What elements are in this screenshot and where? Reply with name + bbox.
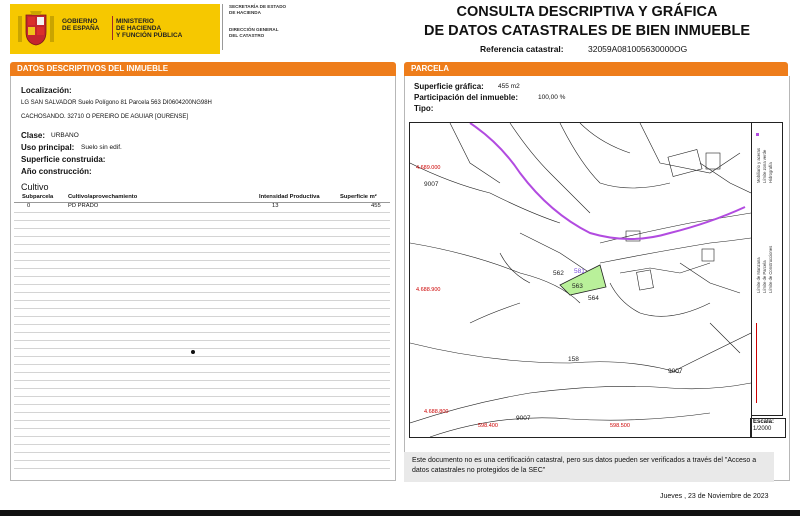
- empty-row-line: [14, 260, 390, 261]
- ministerio-label: MINISTERIO DE HACIENDA Y FUNCIÓN PÚBLICA: [116, 18, 183, 39]
- participacion-value: 100,00 %: [538, 94, 566, 101]
- map-parcel-9007c: 9007: [516, 415, 531, 422]
- empty-row-line: [14, 236, 390, 237]
- legend-manzana: Límite de Manzana: [756, 257, 761, 293]
- cultivo-table: [14, 194, 390, 211]
- empty-row-line: [14, 420, 390, 421]
- map-coord-1: 4.689.000: [416, 165, 441, 171]
- cell-superficie: 455: [371, 203, 381, 209]
- empty-row-line: [14, 300, 390, 301]
- empty-row-line: [14, 252, 390, 253]
- road-line: [470, 123, 745, 239]
- empty-row-line: [14, 332, 390, 333]
- empty-row-line: [14, 348, 390, 349]
- map-coord-5: 598.500: [610, 423, 630, 429]
- empty-row-line: [14, 244, 390, 245]
- anio-construccion-label: Año construcción:: [21, 167, 92, 176]
- map-coord-2: 4.688.900: [416, 287, 441, 293]
- col-intensidad: Intensidad Productiva: [259, 194, 320, 200]
- empty-row-line: [14, 372, 390, 373]
- bottom-bar: [0, 510, 800, 516]
- empty-row-line: [14, 388, 390, 389]
- disclaimer-note: Este documento no es una certificación catastral, pero sus datos pueden ser verificados a través del "Acceso a datos catastrales no protegidos de la SEC": [404, 452, 774, 482]
- map-coord-3: 4.688.800: [424, 409, 449, 415]
- empty-row-line: [14, 316, 390, 317]
- empty-row-line: [14, 364, 390, 365]
- clase-value: URBANO: [51, 132, 79, 139]
- localizacion-line2: CACHOSANDO. 32710 O PEREIRO DE AGUIAR [OURENSE]: [21, 114, 189, 120]
- map-parcel-581: 581: [574, 268, 585, 275]
- col-cultivo: Cultivo/aprovechamiento: [68, 194, 138, 200]
- empty-row-line: [14, 308, 390, 309]
- cultivo-header-row: [14, 194, 390, 203]
- uso-value: Suelo sin edif.: [81, 144, 122, 151]
- map-parcel-9007a: 9007: [424, 181, 439, 188]
- ref-catastral-value: 32059A081005630000OG: [588, 44, 688, 54]
- empty-row-line: [14, 404, 390, 405]
- cell-intensidad: 13: [272, 203, 279, 209]
- participacion-label: Participación del inmueble:: [414, 93, 519, 102]
- section-header-descriptivos: DATOS DESCRIPTIVOS DEL INMUEBLE: [10, 62, 396, 76]
- cell-subparcela: 0: [27, 203, 31, 209]
- map-parcel-564: 564: [588, 295, 599, 302]
- gobierno-label: GOBIERNO DE ESPAÑA: [62, 18, 100, 32]
- empty-row-line: [14, 428, 390, 429]
- cadastral-map[interactable]: [409, 122, 752, 438]
- empty-row-line: [14, 276, 390, 277]
- legend-hidrografia: Hidrografía: [768, 162, 773, 183]
- empty-row-line: [14, 212, 390, 213]
- legend-mobiliario: Mobiliario y aceras: [756, 148, 761, 183]
- empty-row-line: [14, 436, 390, 437]
- sup-grafica-label: Superficie gráfica:: [414, 82, 484, 91]
- table-row: [14, 203, 390, 211]
- cultivo-title: Cultivo: [21, 182, 49, 192]
- coat-of-arms-icon: [16, 10, 56, 48]
- empty-row-line: [14, 460, 390, 461]
- cell-cultivo: PD PRADO: [68, 203, 99, 209]
- empty-row-line: [14, 452, 390, 453]
- scale-value: 1/2000: [753, 425, 772, 432]
- logo-divider: [112, 16, 113, 40]
- map-legend: [752, 122, 783, 416]
- sup-grafica-value: 455 m2: [498, 83, 520, 90]
- empty-row-line: [14, 324, 390, 325]
- section-header-parcela: PARCELA: [404, 62, 788, 76]
- empty-row-line: [14, 220, 390, 221]
- map-parcel-563: 563: [572, 283, 583, 290]
- ref-catastral-label: Referencia catastral:: [480, 44, 564, 54]
- empty-row-line: [14, 468, 390, 469]
- empty-row-line: [14, 396, 390, 397]
- legend-parcela: Límite de Parcela: [762, 260, 767, 293]
- empty-row-line: [14, 228, 390, 229]
- map-parcel-562: 562: [553, 270, 564, 277]
- map-coord-4: 598.400: [478, 423, 498, 429]
- col-superficie: Superficie m²: [340, 194, 377, 200]
- legend-construcciones: Límite de Construcciones: [768, 245, 773, 293]
- empty-row-line: [14, 340, 390, 341]
- document-date: Jueves , 23 de Noviembre de 2023: [660, 493, 769, 500]
- empty-row-line: [14, 284, 390, 285]
- localizacion-line1: LG SAN SALVADOR Suelo Polígono 81 Parcela 563 DI0604200NG98H: [21, 100, 212, 106]
- localizacion-label: Localización:: [21, 86, 72, 95]
- empty-row-line: [14, 380, 390, 381]
- empty-row-line: [14, 444, 390, 445]
- clase-label: Clase:: [21, 131, 46, 140]
- empty-row-line: [14, 268, 390, 269]
- stray-mark: [191, 350, 195, 354]
- col-subparcela: Subparcela: [22, 194, 54, 200]
- empty-row-line: [14, 292, 390, 293]
- map-parcel-158: 158: [568, 356, 579, 363]
- scale-label: Escala:: [753, 419, 775, 425]
- map-scale: [750, 418, 786, 438]
- empty-row-line: [14, 356, 390, 357]
- document-title: CONSULTA DESCRIPTIVA Y GRÁFICA DE DATOS CATASTRALES DE BIEN INMUEBLE: [424, 4, 750, 39]
- map-parcel-9007b: 9007: [668, 368, 683, 375]
- empty-row-line: [14, 412, 390, 413]
- tipo-label: Tipo:: [414, 104, 434, 113]
- secretaria-label: SECRETARÍA DE ESTADO DE HACIENDA DIRECCIÓN GENERAL DEL CATASTRO: [222, 4, 295, 50]
- superficie-construida-label: Superficie construida:: [21, 155, 106, 164]
- uso-label: Uso principal:: [21, 143, 75, 152]
- legend-zona-verde: Límite zona verde: [762, 149, 767, 183]
